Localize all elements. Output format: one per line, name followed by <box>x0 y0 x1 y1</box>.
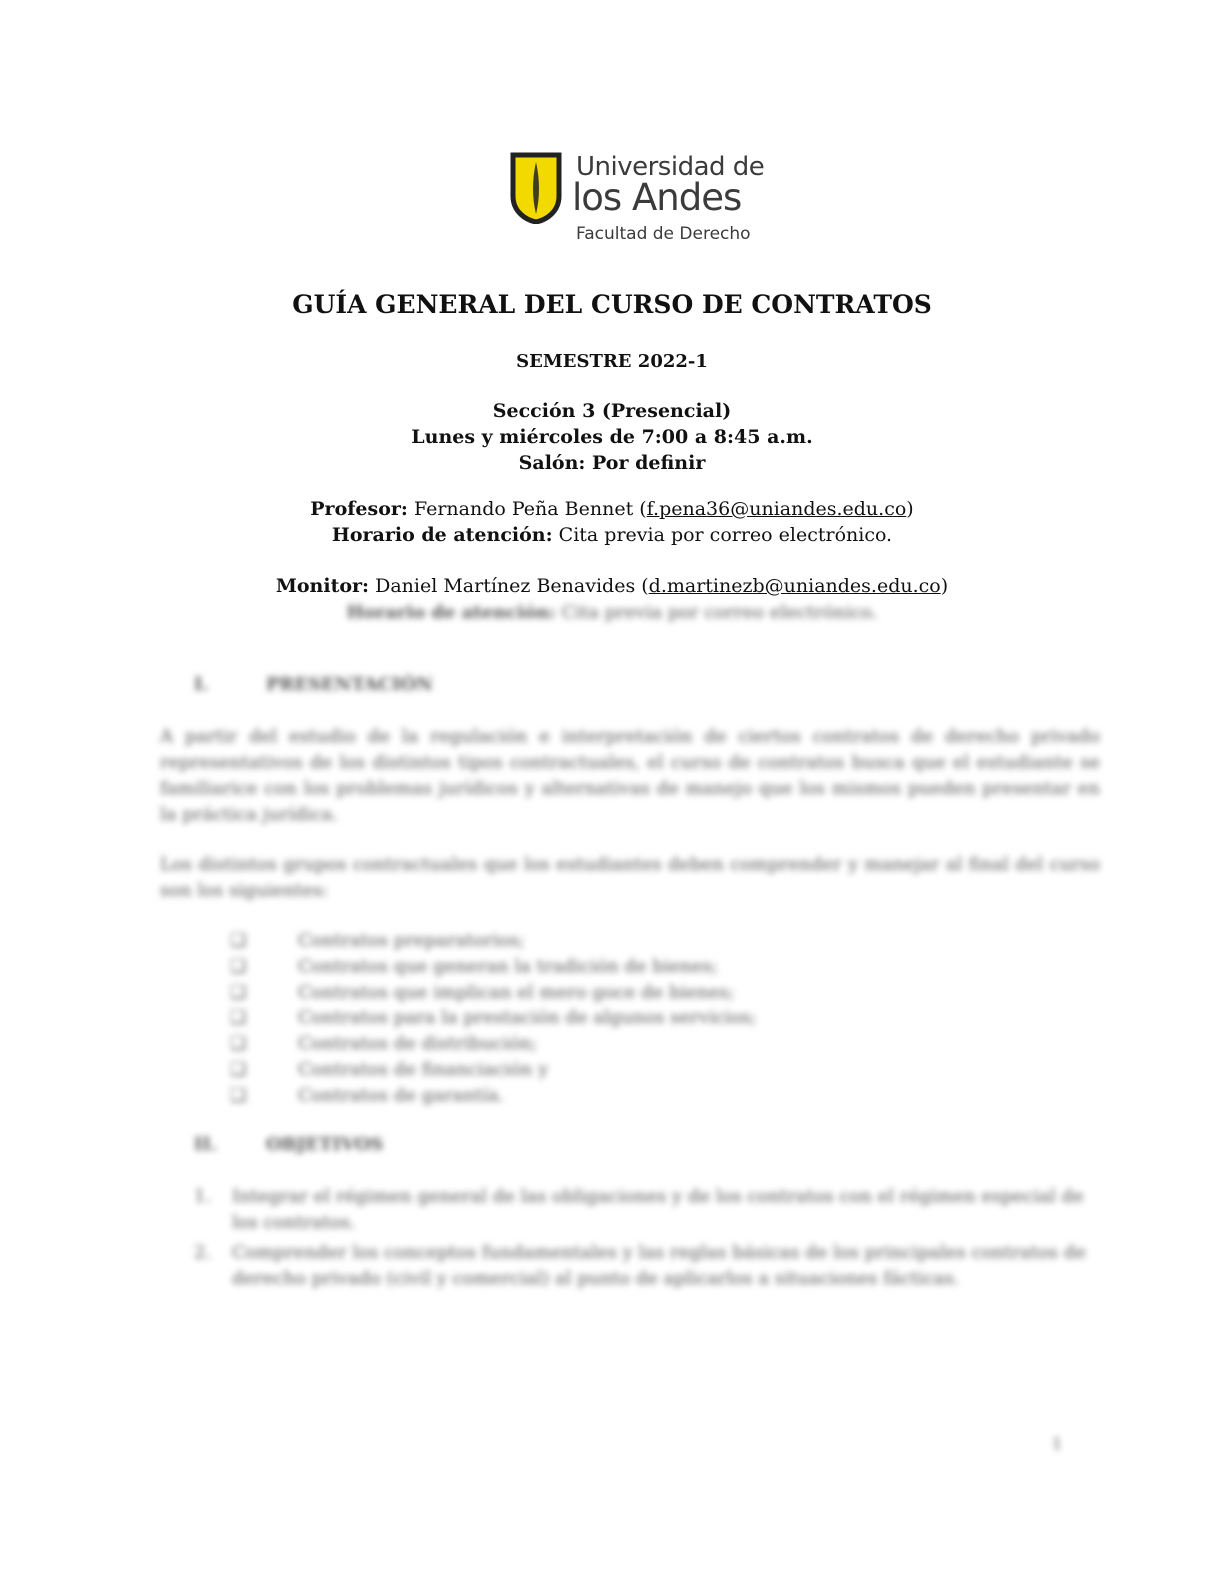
list-item-text: Contratos que generan la tradición de bienes; <box>298 955 718 977</box>
list-item <box>230 930 525 951</box>
office-hours-value: Cita previa por correo electrónico. <box>552 524 893 546</box>
list-item-text: Contratos que implican el mero goce de bienes; <box>298 981 735 1003</box>
schedule-info: Lunes y miércoles de 7:00 a 8:45 a.m. <box>411 426 813 448</box>
professor-open-paren: ( <box>633 498 647 520</box>
list-item <box>230 1059 548 1080</box>
list-item-text: Contratos de distribución; <box>298 1033 538 1055</box>
monitor-hours-line <box>0 602 1224 623</box>
professor-email-link[interactable]: f.pena36@uniandes.edu.co <box>646 498 907 520</box>
checkbox-bullet-icon: ❑ <box>230 1033 247 1055</box>
office-hours-line <box>0 524 1224 546</box>
section-heading-objectives <box>194 1134 383 1155</box>
section-info: Sección 3 (Presencial) <box>492 400 732 422</box>
list-item-text: Contratos para la prestación de algunos servicios; <box>298 1007 757 1029</box>
monitor-hours-value: Cita previa por correo electrónico. <box>555 602 878 623</box>
section-heading-text: PRESENTACIÓN <box>266 674 433 695</box>
monitor-email-link[interactable]: d.martinezb@uniandes.edu.co <box>648 575 941 597</box>
checkbox-bullet-icon: ❑ <box>230 1084 247 1106</box>
semester: SEMESTRE 2022-1 <box>516 351 708 372</box>
checkbox-bullet-icon: ❑ <box>230 1007 247 1029</box>
presentation-paragraph-2: Los distintos grupos contractuales que los estudiantes deben comprender y manejar al final del curso son los siguientes: <box>160 854 1100 901</box>
list-item <box>230 982 734 1003</box>
list-item <box>230 1085 504 1106</box>
professor-close-paren: ) <box>906 498 914 520</box>
checkbox-bullet-icon: ❑ <box>230 981 247 1003</box>
logo-line-faculty: Facultad de Derecho <box>576 224 751 244</box>
objective-text: Comprender los conceptos fundamentales y las reglas básicas de los principales contratos de derecho privado (civil y comercial) al punto de aplicarlos a situaciones fácticas. <box>232 1242 1086 1289</box>
objective-number: 1. <box>194 1186 212 1207</box>
checkbox-bullet-icon: ❑ <box>230 930 247 951</box>
monitor-open-paren: ( <box>635 575 649 597</box>
objective-number: 2. <box>194 1242 212 1263</box>
section-heading-text: OBJETIVOS <box>266 1134 384 1155</box>
objective-item <box>194 1184 1094 1236</box>
monitor-close-paren: ) <box>940 575 949 597</box>
section-heading-presentation <box>194 674 433 695</box>
monitor-line <box>0 575 1224 597</box>
professor-label: Profesor: <box>310 498 408 520</box>
checkbox-bullet-icon: ❑ <box>230 955 247 977</box>
section-numeral: I. <box>194 674 209 695</box>
university-logo <box>510 150 765 246</box>
section-numeral: II. <box>194 1134 218 1155</box>
list-item-text: Contratos de garantía. <box>298 1084 505 1106</box>
checkbox-bullet-icon: ❑ <box>230 1059 247 1080</box>
page-number: 1 <box>1052 1434 1063 1453</box>
list-item <box>230 1007 757 1028</box>
list-item-text: Contratos preparatorios; <box>298 930 525 951</box>
objective-item <box>194 1240 1094 1292</box>
office-hours-label: Horario de atención: <box>331 524 553 546</box>
list-item <box>230 956 718 977</box>
logo-line-los-andes: los Andes <box>572 176 742 219</box>
document-title: GUÍA GENERAL DEL CURSO DE CONTRATOS <box>292 290 932 319</box>
list-item <box>230 1033 537 1054</box>
presentation-paragraph-1: A partir del estudio de la regulación e interpretación de ciertos contratos de derecho privado representativos de los distintos tipos contractuales, el curso de contratos busca que el estudiante se familiarice con los problemas jurídicos y alternativas de manejo que los mismos pueden presentar en la práctica jurídica. <box>160 726 1100 825</box>
professor-line <box>0 498 1224 520</box>
shield-icon <box>510 152 562 224</box>
monitor-hours-label: Horario de atención: <box>346 602 556 623</box>
monitor-label: Monitor: <box>275 575 370 597</box>
logo-line-university: Universidad de <box>576 152 765 182</box>
room-info: Salón: Por definir <box>518 452 706 474</box>
list-item-text: Contratos de financiación y <box>298 1059 549 1080</box>
professor-name: Fernando Peña Bennet <box>413 498 634 520</box>
monitor-name: Daniel Martínez Benavides <box>375 575 636 597</box>
objective-text: Integrar el régimen general de las obligaciones y de los contratos con el régimen especial de los contratos. <box>232 1186 1084 1233</box>
